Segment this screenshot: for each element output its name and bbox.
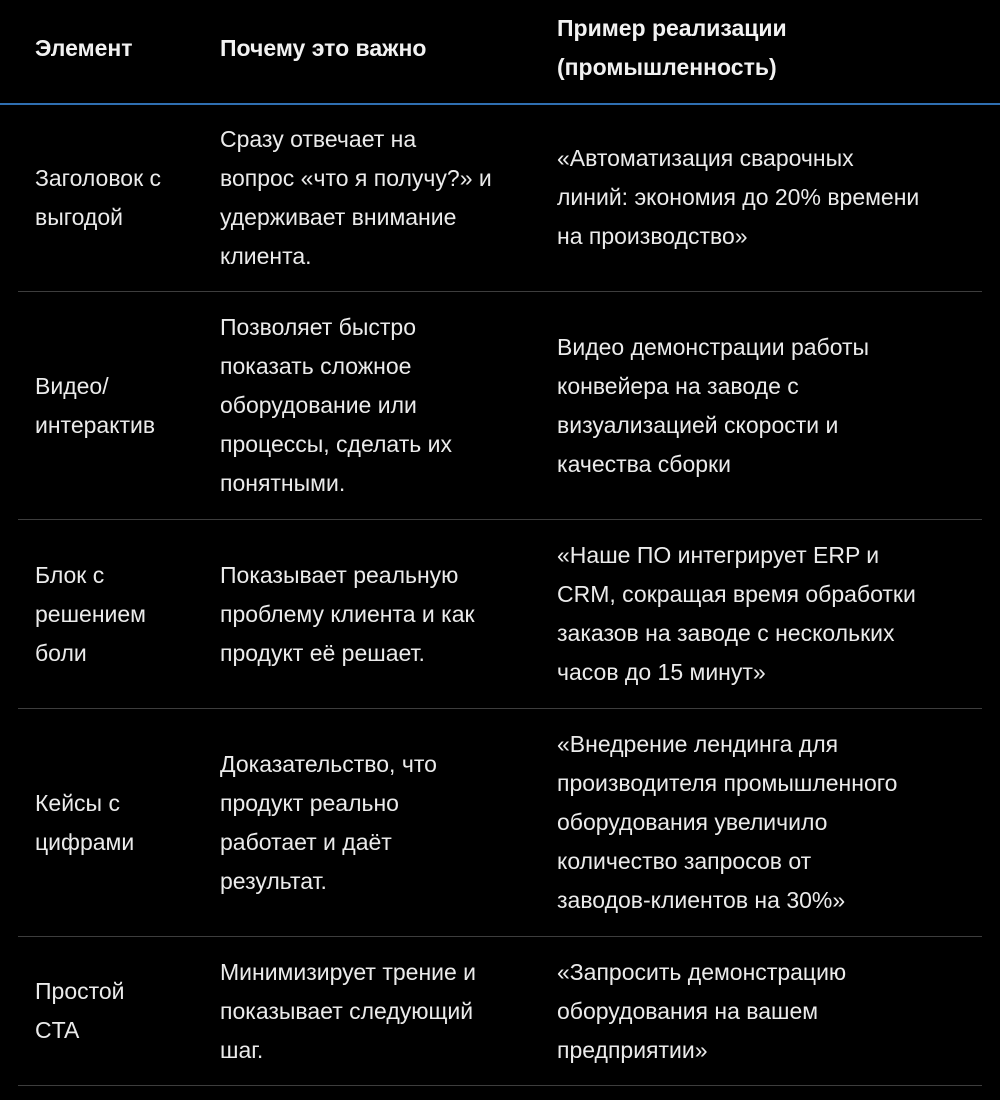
- header-element: Элемент: [35, 35, 133, 61]
- table-row: [18, 937, 982, 1086]
- cell-element: Простой CTA: [35, 978, 125, 1043]
- cell-element: Заголовок с выгодой: [35, 164, 162, 230]
- cell-why: Показывает реальную проблему клиента и как продукт её решает.: [220, 561, 475, 666]
- table-row: [18, 104, 982, 292]
- cell-why: Минимизирует трение и показывает следующий шаг.: [220, 958, 477, 1063]
- cell-example: «Наше ПО интегрирует ERP и CRM, сокращая время обработки заказов на заводе с нескольких часов до 15 минут»: [557, 542, 916, 685]
- table-row: [18, 292, 982, 520]
- cell-example: «Автоматизация сварочных линий: экономия до 20% времени на производство»: [557, 145, 920, 249]
- cell-why: Сразу отвечает на вопрос «что я получу?» и удерживает внимание клиента.: [220, 125, 492, 269]
- cell-element: Блок с решением боли: [35, 561, 146, 666]
- cell-example: «Запросить демонстрацию оборудования на вашем предприятии»: [557, 958, 847, 1063]
- table-row: [18, 520, 982, 709]
- cell-element: Кейсы с цифрами: [35, 789, 135, 855]
- header-why-important: Почему это важно: [220, 35, 427, 61]
- cell-example: Видео демонстрации работы конвейера на заводе с визуализацией скорости и качества сборки: [557, 333, 870, 477]
- cell-element: Видео/ интерактив: [35, 372, 156, 438]
- table-row: [18, 709, 982, 937]
- cell-example: «Внедрение лендинга для производителя промышленного оборудования увеличило количество запросов от заводов-клиентов на 30%»: [557, 731, 898, 913]
- header-example: Пример реализации (промышленность): [557, 15, 787, 80]
- cell-why: Позволяет быстро показать сложное оборудование или процессы, сделать их понятными.: [220, 314, 452, 496]
- cell-why: Доказательство, что продукт реально работает и даёт результат.: [220, 750, 437, 894]
- table-header: [0, 0, 1000, 105]
